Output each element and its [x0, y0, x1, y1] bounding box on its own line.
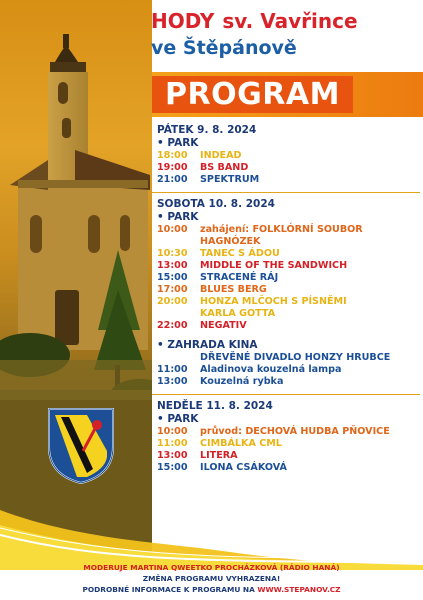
venue-heading: • PARK	[157, 137, 199, 149]
program-banner-label: PROGRAM	[165, 77, 340, 112]
program-item	[157, 162, 419, 174]
day-heading: SOBOTA 10. 8. 2024	[157, 198, 275, 210]
program-item	[157, 426, 419, 438]
program-item-act: MIDDLE OF THE SANDWICH	[200, 260, 348, 271]
footer-website-link[interactable]: WWW.STEPANOV.CZ	[257, 585, 341, 594]
title-hody: HODY	[151, 9, 215, 33]
footer-info-text: PODROBNÉ INFORMACE K PROGRAMU NA	[82, 585, 255, 594]
program-item-act: KARLA GOTTA	[200, 308, 276, 319]
municipal-crest-icon	[47, 407, 115, 485]
footer-change-notice: ZMĚNA PROGRAMU VYHRAZENA!	[142, 574, 281, 583]
program-item-act: CIMBÁLKA CML	[200, 438, 282, 449]
program-item-time	[157, 308, 200, 320]
program-item-act: STRACENÉ RÁJ	[200, 272, 279, 283]
program-item-time: 21:00	[157, 174, 188, 185]
program-item-act: Aladinova kouzelná lampa	[200, 364, 342, 375]
day-heading: NEDĚLE 11. 8. 2024	[157, 400, 273, 412]
program-item-time: 19:00	[157, 162, 188, 173]
program-item-time: 13:00	[157, 450, 188, 461]
program-item	[157, 260, 419, 272]
title-saint: sv. Vavřince	[222, 9, 358, 33]
program-item-time: 11:00	[157, 438, 188, 449]
day-separator	[152, 192, 420, 193]
program-item-time: 15:00	[157, 462, 188, 473]
decorative-waves	[0, 470, 423, 570]
program-item	[157, 174, 419, 186]
program-item-act: LITERA	[200, 450, 238, 461]
program-item-act: NEGATIV	[200, 320, 247, 331]
program-item-act: ILONA CSÁKOVÁ	[200, 462, 287, 473]
program-item-time: 10:00	[157, 224, 188, 235]
program-item-act: HONZA MLČOCH S PÍSNĚMI	[200, 296, 347, 307]
program-item-time: 11:00	[157, 364, 188, 375]
program-item	[157, 352, 419, 364]
program-item-act: průvod: DECHOVÁ HUDBA PŇOVICE	[200, 426, 390, 437]
program-item	[157, 224, 419, 236]
program-item	[157, 248, 419, 260]
program-item	[157, 320, 419, 332]
program-item	[157, 284, 419, 296]
program-item-time: 13:00	[157, 260, 188, 271]
program-item-time: 20:00	[157, 296, 188, 307]
program-item-act: INDEAD	[200, 150, 242, 161]
program-item	[157, 438, 419, 450]
program-item-time: 13:00	[157, 376, 188, 387]
program-schedule	[157, 124, 419, 474]
title-line-1	[151, 9, 358, 33]
program-item	[157, 150, 419, 162]
program-item	[157, 308, 419, 320]
program-item-time: 18:00	[157, 150, 188, 161]
program-item-act: HAGNÓZEK	[200, 236, 261, 247]
program-item-act: BLUES BERG	[200, 284, 267, 295]
venue-heading: • PARK	[157, 413, 199, 425]
program-item-time: 15:00	[157, 272, 188, 283]
title-line-2: ve Štěpánově	[151, 37, 297, 59]
program-item	[157, 450, 419, 462]
program-item	[157, 236, 419, 248]
program-item-act: TANEC S ÁDOU	[200, 248, 280, 259]
program-item-act: zahájení: FOLKLÓRNÍ SOUBOR	[200, 224, 363, 235]
program-item-time: 10:30	[157, 248, 188, 259]
program-item-time: 22:00	[157, 320, 188, 331]
program-item-time: 10:00	[157, 426, 188, 437]
footer-moderator: MODERUJE MARTINA QWEETKO PROCHÁZKOVÁ (RÁDIO HANÁ)	[83, 563, 340, 572]
program-item-act: Kouzelná rybka	[200, 376, 284, 387]
footer-info	[0, 584, 423, 595]
program-item-act: DŘEVĚNÉ DIVADLO HONZY HRUBCE	[200, 352, 391, 363]
program-item-act: BS BAND	[200, 162, 249, 173]
program-item-time	[157, 352, 200, 364]
program-item	[157, 376, 419, 388]
venue-heading: • ZAHRADA KINA	[157, 339, 258, 351]
day-separator	[152, 394, 420, 395]
program-item	[157, 272, 419, 284]
program-item-time	[157, 236, 200, 248]
day-heading: PÁTEK 9. 8. 2024	[157, 124, 257, 136]
footer	[0, 562, 423, 595]
program-item-time: 17:00	[157, 284, 188, 295]
venue-heading: • PARK	[157, 211, 199, 223]
program-item	[157, 364, 419, 376]
program-item-act: SPEKTRUM	[200, 174, 260, 185]
program-item	[157, 296, 419, 308]
